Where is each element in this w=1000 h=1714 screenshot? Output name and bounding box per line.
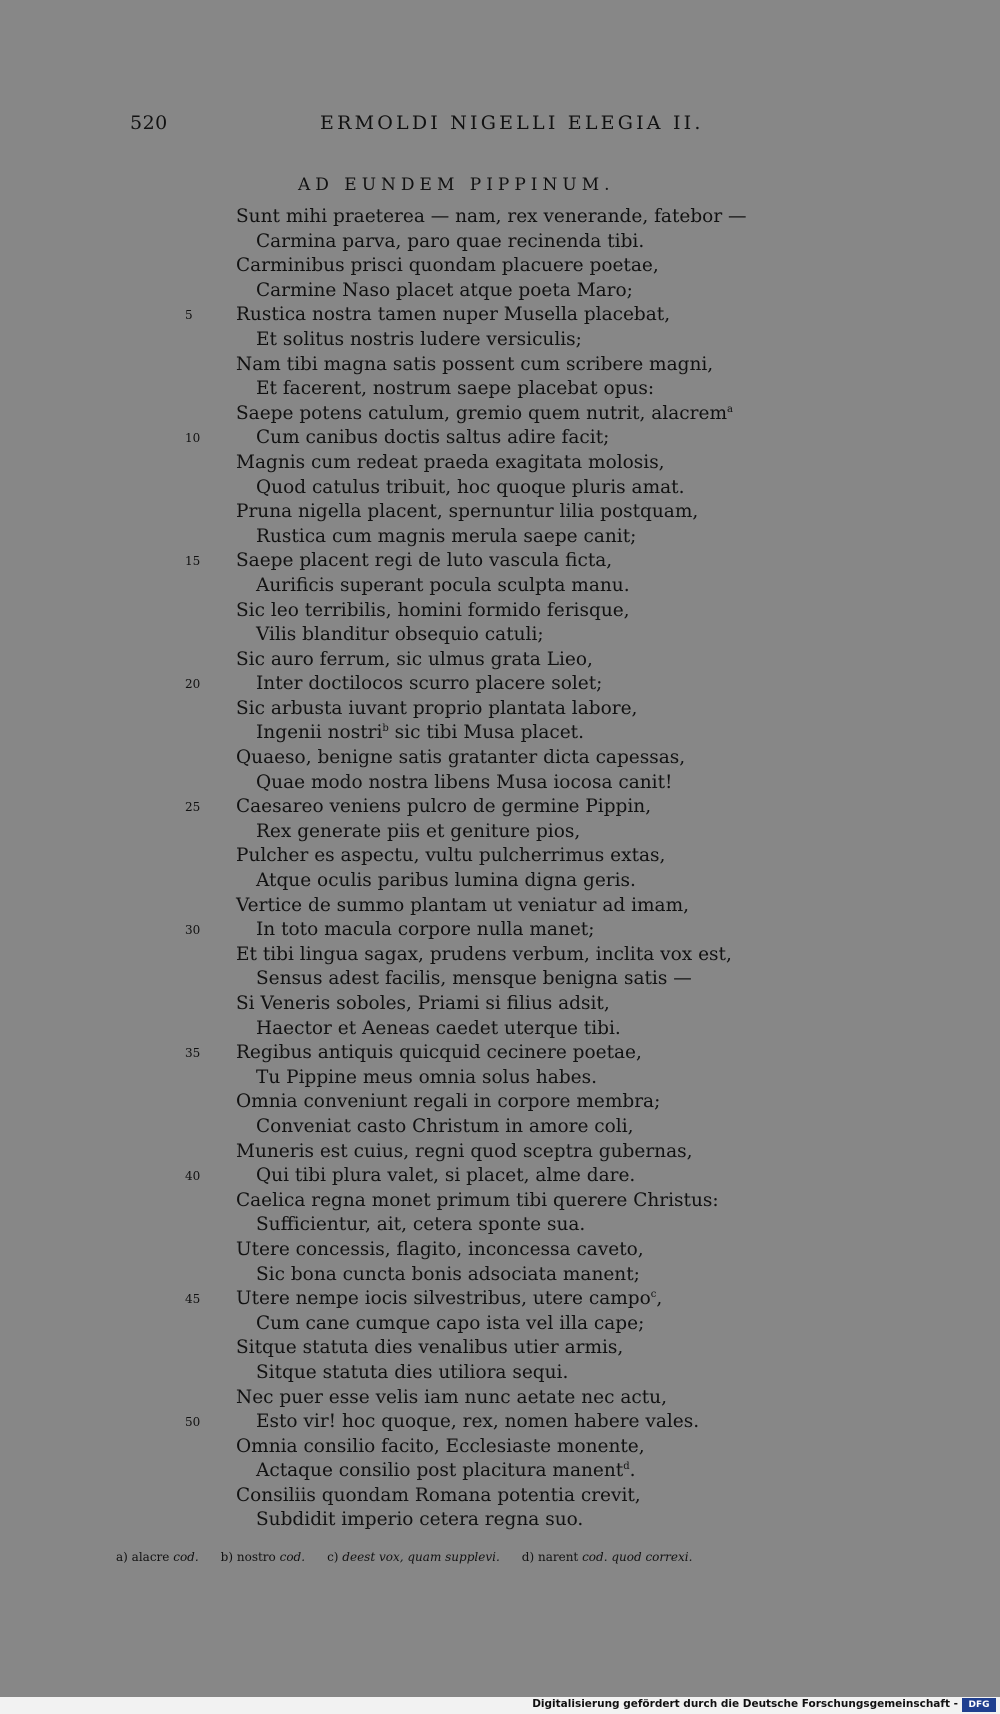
verse-line xyxy=(0,1164,1000,1189)
verse-text xyxy=(256,771,672,796)
verse-line xyxy=(0,795,1000,820)
verse-text xyxy=(256,918,594,943)
verse-line xyxy=(0,599,1000,624)
verse-text-main: Consiliis quondam Romana potentia crevit, xyxy=(236,1484,641,1506)
verse-text xyxy=(256,574,630,599)
verse-text-main: Sic arbusta iuvant proprio plantata labore, xyxy=(236,697,638,719)
verse-line xyxy=(0,426,1000,451)
footnote-label: d) xyxy=(521,1550,535,1564)
line-number: 10 xyxy=(185,431,201,446)
verse-line xyxy=(0,451,1000,476)
verse-text-main: Et tibi lingua sagax, prudens verbum, inclita vox est, xyxy=(236,943,732,965)
verse-text xyxy=(236,795,651,820)
verse-text xyxy=(236,1090,660,1115)
verse-text-main: Rex generate piis et geniture pios, xyxy=(256,820,581,842)
verse-line xyxy=(0,1213,1000,1238)
verse-line xyxy=(0,574,1000,599)
footnote-marker: c xyxy=(650,1288,657,1300)
verse-text-main: Vertice de summo plantam ut veniatur ad imam, xyxy=(236,894,689,916)
footnote-marker: a xyxy=(726,403,733,415)
verse-text xyxy=(236,1140,692,1165)
verse-text xyxy=(236,1041,642,1066)
verse-text xyxy=(256,1459,636,1484)
verse-line xyxy=(0,820,1000,845)
verse-text-main: Sic auro ferrum, sic ulmus grata Lieo, xyxy=(236,648,593,670)
page-number: 520 xyxy=(130,112,168,134)
verse-text xyxy=(236,1336,623,1361)
verse-text-main: Rustica cum magnis merula saepe canit; xyxy=(256,525,637,547)
verse-line xyxy=(0,303,1000,328)
verse-text-main: Quod catulus tribuit, hoc quoque pluris amat. xyxy=(256,476,685,498)
verse-text xyxy=(256,721,584,746)
verse-line xyxy=(0,1287,1000,1312)
verse-text-main: Nam tibi magna satis possent cum scribere magni, xyxy=(236,353,714,375)
verse-text xyxy=(236,1287,662,1312)
verse-line xyxy=(0,1435,1000,1460)
footnote-marker: b xyxy=(382,723,389,735)
verse-text-main: Caelica regna monet primum tibi querere Christus: xyxy=(236,1189,719,1211)
verse-text-main: Sufficientur, ait, cetera sponte sua. xyxy=(256,1214,586,1236)
verse-text-main: Atque oculis paribus lumina digna geris. xyxy=(256,870,636,892)
verse-line xyxy=(0,1312,1000,1337)
verse-line xyxy=(0,1066,1000,1091)
verse-line xyxy=(0,476,1000,501)
verse-text xyxy=(256,377,654,402)
verse-line xyxy=(0,844,1000,869)
verse-line xyxy=(0,894,1000,919)
verse-text xyxy=(236,943,732,968)
verse-text xyxy=(236,451,665,476)
verse-line xyxy=(0,1361,1000,1386)
verse-line xyxy=(0,377,1000,402)
verse-text xyxy=(236,1435,645,1460)
verse-text xyxy=(236,894,689,919)
verse-text-main: Pulcher es aspectu, vultu pulcherrimus extas, xyxy=(236,845,666,867)
verse-text xyxy=(236,746,685,771)
verse-text-main: Sensus adest facilis, mensque benigna satis — xyxy=(256,968,692,990)
verse-line xyxy=(0,1484,1000,1509)
line-number: 5 xyxy=(185,308,193,323)
verse-line xyxy=(0,205,1000,230)
verse-text-main: Sic bona cuncta bonis adsociata manent; xyxy=(256,1263,640,1285)
verse-text xyxy=(236,1484,641,1509)
verse-line xyxy=(0,1090,1000,1115)
verse-line xyxy=(0,1410,1000,1435)
verse-text xyxy=(256,869,636,894)
footnote-marker: d xyxy=(623,1461,630,1473)
verse-text xyxy=(236,1189,719,1214)
verse-text-main: Si Veneris soboles, Priami si filius adsit, xyxy=(236,993,610,1014)
verse-text xyxy=(236,844,665,869)
line-number: 40 xyxy=(185,1169,201,1184)
verse-text-tail: sic tibi Musa placet. xyxy=(388,722,584,744)
verse-line xyxy=(0,721,1000,746)
verse-line xyxy=(0,500,1000,525)
verse-text xyxy=(236,353,713,378)
verse-line xyxy=(0,549,1000,574)
verse-line xyxy=(0,869,1000,894)
verse-text xyxy=(256,672,602,697)
verse-text-main: Pruna nigella placent, spernuntur lilia postquam, xyxy=(236,501,699,523)
verse-text-main: Esto vir! hoc quoque, rex, nomen habere vales. xyxy=(256,1411,700,1433)
verse-text xyxy=(256,1263,640,1288)
verse-text-main: Sunt mihi praeterea — nam, rex venerande, fatebor — xyxy=(236,206,747,227)
verse-text-main: Omnia consilio facito, Ecclesiaste monente, xyxy=(236,1435,645,1457)
verse-text xyxy=(236,205,747,230)
verse-line xyxy=(0,967,1000,992)
footnote-reading: nostro xyxy=(236,1550,276,1564)
verse-text xyxy=(256,1115,634,1140)
footnote-reading: narent xyxy=(537,1550,579,1564)
verse-line xyxy=(0,1238,1000,1263)
verse-text-main: Saepe potens catulum, gremio quem nutrit, alacrem xyxy=(236,402,727,424)
verse-text xyxy=(256,1312,644,1337)
footnote-note: deest vox, quam supplevi. xyxy=(342,1550,500,1564)
verse-text xyxy=(236,303,670,328)
verse-text-main: Sitque statuta dies utiliora sequi. xyxy=(256,1361,569,1383)
verse-text xyxy=(236,402,733,427)
verse-line xyxy=(0,230,1000,255)
footnote-note: cod. xyxy=(173,1550,199,1564)
verse-text xyxy=(256,525,636,550)
line-number: 50 xyxy=(185,1415,201,1430)
verse-line xyxy=(0,402,1000,427)
verse-text xyxy=(256,820,580,845)
verse-text xyxy=(256,1410,699,1435)
verse-text-main: Subdidit imperio cetera regna suo. xyxy=(256,1509,584,1531)
verse-text xyxy=(256,1017,621,1042)
footnote xyxy=(221,1550,305,1564)
verse-line xyxy=(0,1017,1000,1042)
line-number: 30 xyxy=(185,923,201,938)
verse-line xyxy=(0,1115,1000,1140)
verse-text xyxy=(236,549,612,574)
verse-text xyxy=(236,648,593,673)
verse-line xyxy=(0,525,1000,550)
verse-text-tail: . xyxy=(629,1460,636,1482)
footnote xyxy=(522,1550,693,1564)
verse-text xyxy=(256,1066,597,1091)
verse-text-main: Ingenii nostri xyxy=(256,722,383,744)
verse-text-main: Cum canibus doctis saltus adire facit; xyxy=(256,427,610,449)
footnote-note: cod. xyxy=(279,1550,306,1564)
verse-text xyxy=(236,254,659,279)
verse-text-main: Inter doctilocos scurro placere solet; xyxy=(256,673,603,695)
verse-text xyxy=(236,1238,644,1263)
verse-text xyxy=(236,697,637,722)
verse-line xyxy=(0,353,1000,378)
line-number: 45 xyxy=(185,1292,201,1307)
verse-line xyxy=(0,648,1000,673)
footnotes xyxy=(116,1550,916,1564)
verse-line xyxy=(0,1041,1000,1066)
verse-text xyxy=(256,230,644,255)
verse-text-main: Carmine Naso placet atque poeta Maro; xyxy=(256,279,633,301)
line-number: 15 xyxy=(185,554,201,569)
verse-text xyxy=(236,992,610,1017)
verse-text-main: Omnia conveniunt regali in corpore membra; xyxy=(236,1091,661,1113)
verse-line xyxy=(0,771,1000,796)
line-number: 35 xyxy=(185,1046,201,1061)
line-number: 25 xyxy=(185,800,201,815)
verse-line xyxy=(0,623,1000,648)
verse-text-main: Utere nempe iocis silvestribus, utere campo xyxy=(236,1288,651,1310)
verse-text-main: Cum cane cumque capo ista vel illa cape; xyxy=(256,1312,645,1334)
footnote xyxy=(327,1550,500,1564)
verse-text-main: Qui tibi plura valet, si placet, alme dare. xyxy=(256,1165,636,1187)
verse-text-main: Sitque statuta dies venalibus utier armis, xyxy=(236,1337,624,1359)
footnote-label: a) xyxy=(116,1550,128,1564)
verse-line xyxy=(0,1189,1000,1214)
verse-text xyxy=(256,1164,635,1189)
verse-text xyxy=(256,1361,568,1386)
verse-text-main: Caesareo veniens pulcro de germine Pippin, xyxy=(236,796,652,818)
verse-text-main: Conveniat casto Christum in amore coli, xyxy=(256,1115,634,1137)
verse-text-main: Utere concessis, flagito, inconcessa caveto, xyxy=(236,1238,644,1260)
verse-text-main: Quae modo nostra libens Musa iocosa canit! xyxy=(256,771,673,793)
verse-text xyxy=(256,1213,585,1238)
verse-line xyxy=(0,992,1000,1017)
footnote xyxy=(116,1550,199,1564)
verse-text xyxy=(236,599,630,624)
verse-text-main: Tu Pippine meus omnia solus habes. xyxy=(256,1066,597,1088)
verse-line xyxy=(0,746,1000,771)
verse-text xyxy=(256,623,544,648)
verse-text-main: Sic leo terribilis, homini formido ferisque, xyxy=(236,599,630,621)
verse-line xyxy=(0,697,1000,722)
verse-line xyxy=(0,1263,1000,1288)
verse-text xyxy=(256,476,684,501)
section-title: AD EUNDEM PIPPINUM. xyxy=(298,175,615,195)
verse-text-tail: , xyxy=(656,1288,663,1310)
verse-text-main: Et facerent, nostrum saepe placebat opus: xyxy=(256,378,655,400)
verse-line xyxy=(0,918,1000,943)
verse-text-main: Vilis blanditur obsequio catuli; xyxy=(256,624,544,646)
verse-line xyxy=(0,1140,1000,1165)
verse-text-main: Et solitus nostris ludere versiculis; xyxy=(256,328,582,350)
footnote-reading: alacre xyxy=(131,1550,170,1564)
verse-text-main: Magnis cum redeat praeda exagitata molosis, xyxy=(236,451,665,473)
verse-text-main: Rustica nostra tamen nuper Musella placebat, xyxy=(236,304,671,326)
verse-text-main: Regibus antiquis quicquid cecinere poetae, xyxy=(236,1042,642,1064)
verse-line xyxy=(0,328,1000,353)
verse-line xyxy=(0,279,1000,304)
verse-text xyxy=(236,1386,667,1411)
footer-bar xyxy=(0,1697,1000,1714)
verse-text-main: Saepe placent regi de luto vascula ficta, xyxy=(236,550,613,572)
verse-text xyxy=(256,279,633,304)
verse-line xyxy=(0,1459,1000,1484)
verse-text-main: Muneris est cuius, regni quod sceptra gubernas, xyxy=(236,1140,693,1162)
verse-text xyxy=(256,967,692,992)
verse-text-main: Aurificis superant pocula sculpta manu. xyxy=(256,574,630,596)
verse-line xyxy=(0,254,1000,279)
page-header xyxy=(0,112,1000,142)
verse-text-main: Haector et Aeneas caedet uterque tibi. xyxy=(256,1017,621,1039)
funding-credit: Digitalisierung gefördert durch die Deutsche Forschungsgemeinschaft - xyxy=(532,1698,958,1710)
footnote-label: c) xyxy=(327,1550,339,1564)
running-title: ERMOLDI NIGELLI ELEGIA II. xyxy=(320,112,704,134)
verse-text xyxy=(256,328,582,353)
verse-line xyxy=(0,672,1000,697)
verse-text xyxy=(256,426,609,451)
verse-text-main: Carmina parva, paro quae recinenda tibi. xyxy=(256,230,645,252)
verse-line xyxy=(0,1386,1000,1411)
verse-text-main: Actaque consilio post placitura manent xyxy=(256,1460,624,1482)
footnote-note: cod. quod correxi. xyxy=(582,1550,693,1564)
verse-text-main: Carminibus prisci quondam placuere poetae, xyxy=(236,255,659,277)
verse-line xyxy=(0,1336,1000,1361)
verse-text xyxy=(256,1508,583,1533)
line-number: 20 xyxy=(185,677,201,692)
dfg-logo-icon: DFG xyxy=(962,1698,996,1712)
verse-line xyxy=(0,1508,1000,1533)
verse-text-main: In toto macula corpore nulla manet; xyxy=(256,919,595,941)
footnote-label: b) xyxy=(220,1550,234,1564)
verse-text-main: Nec puer esse velis iam nunc aetate nec actu, xyxy=(236,1386,667,1408)
verse-block xyxy=(0,205,1000,1533)
verse-text-main: Quaeso, benigne satis gratanter dicta capessas, xyxy=(236,747,686,769)
verse-line xyxy=(0,943,1000,968)
verse-text xyxy=(236,500,698,525)
